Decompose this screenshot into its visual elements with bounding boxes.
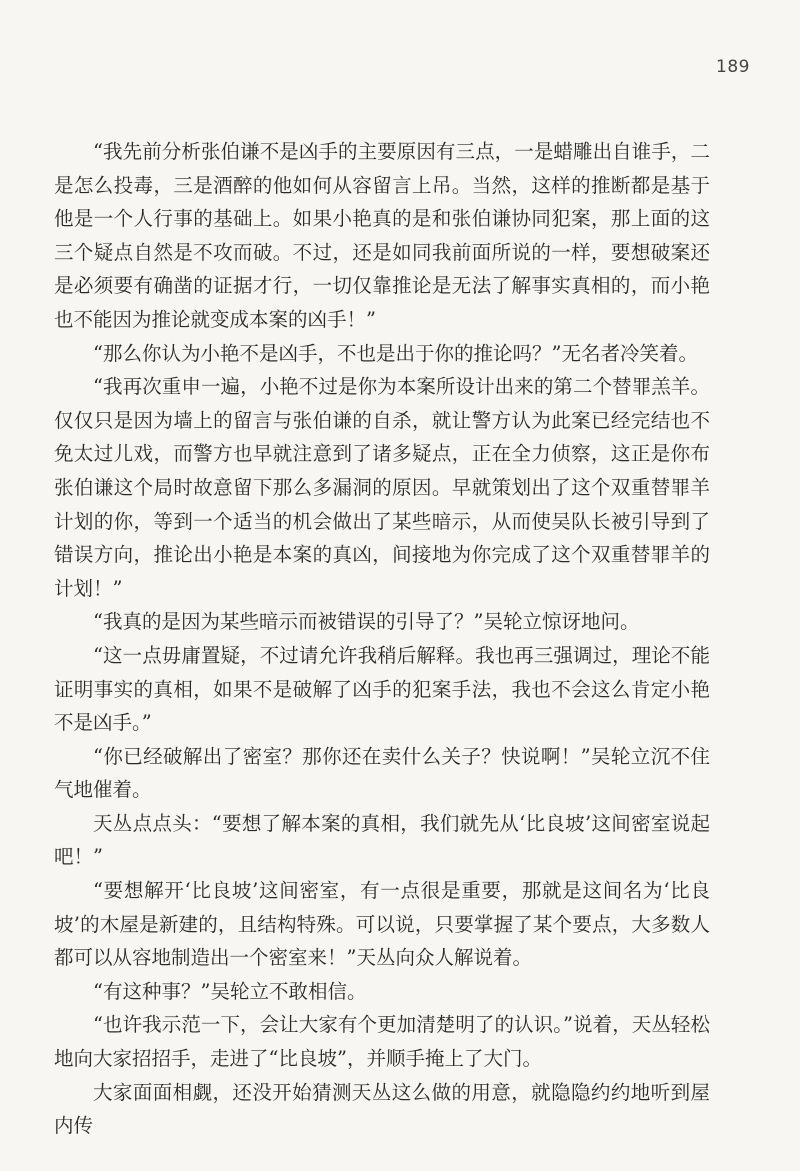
paragraph: “这一点毋庸置疑，不过请允许我稍后解释。我也再三强调过，理论不能证明事实的真相，如果不是破解了凶手的犯案手法，我也不会这么肯定小艳不是凶手。”: [54, 643, 710, 735]
page-number: 189: [716, 57, 750, 77]
paragraph: “也许我示范一下，会让大家有个更加清楚明了的认识。”说着，天丛轻松地向大家招招手，走进了“比良坡”，并顺手掩上了大门。: [54, 1013, 710, 1071]
paragraph: “我再次重申一遍，小艳不过是你为本案所设计出来的第二个替罪羔羊。仅仅只是因为墙上的留言与张伯谦的自杀，就让警方认为此案已经完结也不免太过儿戏，而警方也早就注意到了诸多疑点，正在全力侦察，这正是你布张伯谦这个局时故意留下那么多漏洞的原因。早就策划出了这个双重替罪羊计划的你，等到一个适当的机会做出了某些暗示，从而使吴队长被引导到了错误方向，推论出小艳是本案的真凶，间接地为你完成了这个双重替罪羊的计划！”: [54, 375, 710, 600]
paragraph: “要想解开‘比良坡’这间密室，有一点很是重要，那就是这间名为‘比良坡’的木屋是新建的，且结构特殊。可以说，只要掌握了某个要点，大多数人都可以从容地制造出一个密室来！”天丛向众人解说着。: [54, 879, 710, 970]
paragraph: 大家面面相觑，还没开始猜测天丛这么做的用意，就隐隐约约地听到屋内传: [54, 1080, 710, 1138]
paragraph: “那么你认为小艳不是凶手，不也是出于你的推论吗？”无名者冷笑着。: [93, 341, 698, 365]
paragraph: “你已经破解出了密室？那你还在卖什么关子？快说啊！”吴轮立沉不住气地催着。: [54, 744, 710, 802]
paragraph: “有这种事？”吴轮立不敢相信。: [93, 979, 367, 1003]
body-text: [54, 135, 710, 1143]
paragraph: “我先前分析张伯谦不是凶手的主要原因有三点，一是蜡雕出自谁手，二是怎么投毒，三是酒醉的他如何从容留言上吊。当然，这样的推断都是基于他是一个人行事的基础上。如果小艳真的是和张伯谦协同犯案，那上面的这三个疑点自然是不攻而破。不过，还是如同我前面所说的一样，要想破案还是必须要有确凿的证据才行，一切仅靠推论是无法了解事实真相的，而小艳也不能因为推论就变成本案的凶手！”: [54, 140, 710, 331]
paragraph: 天丛点点头：“要想了解本案的真相，我们就先从‘比良坡’这间密室说起吧！”: [54, 811, 710, 869]
paragraph: “我真的是因为某些暗示而被错误的引导了？”吴轮立惊讶地问。: [93, 610, 640, 634]
